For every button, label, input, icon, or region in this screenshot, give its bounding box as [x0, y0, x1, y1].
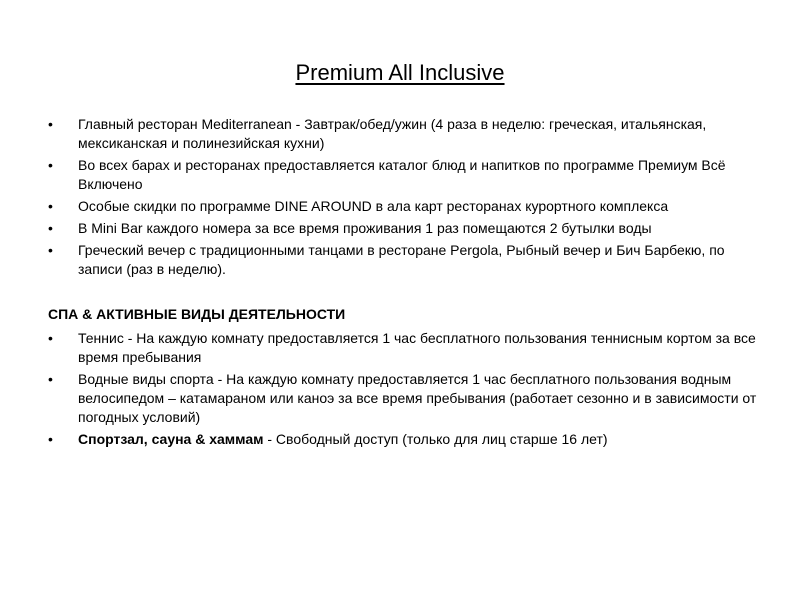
dining-list: [48, 115, 760, 279]
bullet-icon: •: [48, 431, 53, 447]
list-item: [48, 219, 760, 238]
bullet-icon: •: [48, 242, 53, 258]
list-item-text: В Mini Bar каждого номера за все время проживания 1 раз помещаются 2 бутылки воды: [78, 220, 652, 236]
list-item-text: Теннис - На каждую комнату предоставляется 1 час бесплатного пользования теннисным кортом за все время пребывания: [78, 330, 756, 365]
list-item-text: Греческий вечер с традиционными танцами в ресторане Pergola, Рыбный вечер и Бич Барбекю, по записи (раз в неделю).: [78, 242, 725, 277]
list-item-text: Во всех барах и ресторанах предоставляется каталог блюд и напитков по программе Премиум Всё Включено: [78, 157, 726, 192]
bullet-icon: •: [48, 371, 53, 387]
bullet-icon: •: [48, 116, 53, 132]
section-heading: СПА & АКТИВНЫЕ ВИДЫ ДЕЯТЕЛЬНОСТИ: [48, 306, 346, 322]
list-item-text: Главный ресторан Mediterranean - Завтрак/обед/ужин (4 раза в неделю: греческая, итальянская, мексиканская и полинезийская кухни): [78, 116, 707, 151]
bullet-icon: •: [48, 330, 53, 346]
list-item-bold-text: Спортзал, сауна & хаммам: [78, 431, 264, 447]
list-item: [48, 156, 760, 194]
bullet-icon: •: [48, 220, 53, 236]
list-item: [48, 197, 760, 216]
list-item: [48, 241, 760, 279]
bullet-icon: •: [48, 157, 53, 173]
bullet-icon: •: [48, 198, 53, 214]
slide-title: Premium All Inclusive: [295, 60, 505, 85]
activities-list: [48, 329, 760, 449]
list-item: [48, 370, 760, 427]
list-item: [48, 329, 760, 367]
slide-content: [48, 115, 760, 452]
list-item-text: Особые скидки по программе DINE AROUND в ала карт ресторанах курортного комплекса: [78, 198, 669, 214]
list-item-text: - Свободный доступ (только для лиц старше 16 лет): [263, 431, 608, 447]
list-item-text: Водные виды спорта - На каждую комнату предоставляется 1 час бесплатного пользования водным велосипедом – катамараном или каноэ за все время пребывания (работает сезонно и в зависимости от погодных условий): [78, 371, 757, 425]
list-item: [48, 430, 760, 449]
list-item: [48, 115, 760, 153]
